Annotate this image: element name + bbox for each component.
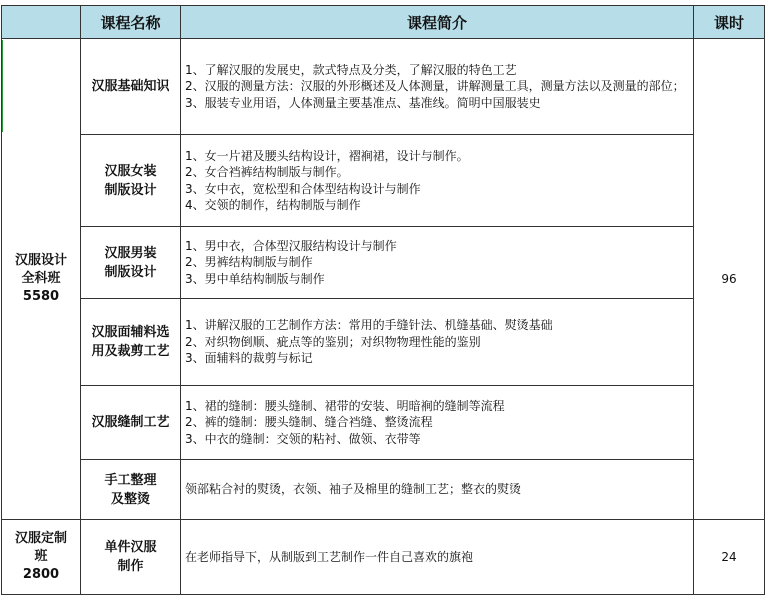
course-name-cell <box>81 386 181 460</box>
desc-line: 1、了解汉服的发展史，款式特点及分类，了解汉服的特色工艺 <box>185 62 517 77</box>
table-row <box>2 520 765 595</box>
hours-cell-custom-course: 24 <box>694 520 765 595</box>
hours-cell-full-course: 96 <box>694 39 765 520</box>
group-label-line: 2800 <box>22 567 60 582</box>
header-hours: 课时 <box>694 6 765 39</box>
group-label-line: 汉服定制 <box>14 531 67 546</box>
course-name-cell <box>81 460 181 520</box>
course-name-cell <box>81 39 181 135</box>
table-row <box>2 39 765 135</box>
group-cell-full-course <box>2 39 81 520</box>
table-row <box>2 299 765 386</box>
course-desc-cell <box>181 460 694 520</box>
desc-line: 1、讲解汉服的工艺制作方法：常用的手缝针法、机缝基础、熨烫基础 <box>185 318 553 333</box>
table-header-row <box>2 6 765 39</box>
course-name-line: 汉服基础知识 <box>91 79 170 94</box>
group-label-line: 5580 <box>22 289 60 304</box>
table-row <box>2 386 765 460</box>
group-label-line: 全科班 <box>21 271 61 286</box>
desc-line: 2、裤的缝制：腰头缝制、缝合裆缝、整烫流程 <box>185 415 433 430</box>
course-name-line: 制版设计 <box>104 182 157 198</box>
table-row <box>2 135 765 227</box>
course-name-cell <box>81 299 181 386</box>
course-desc-cell <box>181 135 694 227</box>
course-name-line: 汉服女装 <box>104 163 157 179</box>
desc-line: 2、女合裆裤结构制版与制作。 <box>185 165 349 179</box>
desc-line: 3、中衣的缝制：交领的粘衬、做领、衣带等 <box>185 431 421 446</box>
course-desc-cell <box>181 39 694 135</box>
group-label-line: 班 <box>34 549 48 564</box>
course-name-line: 及整烫 <box>110 491 150 507</box>
desc-line: 4、交领的制作，结构制版与制作 <box>185 198 361 212</box>
desc-line: 2、男裤结构制版与制作 <box>185 255 313 270</box>
course-desc-cell <box>181 299 694 386</box>
header-blank <box>2 6 81 39</box>
table-row <box>2 227 765 299</box>
course-name-cell <box>81 135 181 227</box>
course-desc-cell <box>181 520 694 595</box>
desc-line: 1、男中衣，合体型汉服结构设计与制作 <box>185 238 397 253</box>
course-name-line: 单件汉服 <box>104 540 157 555</box>
course-desc-cell <box>181 227 694 299</box>
group-cell-custom-course <box>2 520 81 595</box>
course-name-cell <box>81 520 181 595</box>
course-table <box>1 5 765 595</box>
desc-line: 3、面辅料的裁剪与标记 <box>185 351 313 366</box>
header-course-description: 课程简介 <box>181 6 694 39</box>
desc-line: 3、服装专业用语，人体测量主要基准点、基准线。简明中国服装史 <box>185 95 541 110</box>
group-label-line: 汉服设计 <box>14 253 67 268</box>
desc-line: 1、裙的缝制：腰头缝制、裙带的安装、明暗裥的缝制等流程 <box>185 398 505 413</box>
course-name-line: 汉服男装 <box>104 245 157 261</box>
course-name-line: 用及裁剪工艺 <box>91 344 170 359</box>
table-row <box>2 460 765 520</box>
course-name-line: 制作 <box>117 559 144 574</box>
course-name-line: 汉服面辅料选 <box>91 325 170 340</box>
course-name-line: 手工整理 <box>104 472 157 488</box>
course-name-cell <box>81 227 181 299</box>
desc-line: 3、女中衣，宽松型和合体型结构设计与制作 <box>185 181 421 196</box>
desc-line: 领部粘合衬的熨烫，衣领、袖子及棉里的缝制工艺；整衣的熨烫 <box>185 482 522 497</box>
course-name-line: 制版设计 <box>104 264 157 280</box>
desc-line: 3、男中单结构制版与制作 <box>185 271 325 286</box>
header-course-name: 课程名称 <box>81 6 181 39</box>
course-desc-cell <box>181 386 694 460</box>
course-name-line: 汉服缝制工艺 <box>91 415 170 430</box>
desc-line: 在老师指导下，从制版到工艺制作一件自己喜欢的旗袍 <box>185 549 474 564</box>
desc-line: 2、汉服的测量方法：汉服的外形概述及人体测量，讲解测量工具，测量方法以及测量的部位； <box>185 79 685 94</box>
desc-line: 2、对织物倒顺、疵点等的鉴别；对织物物理性能的鉴别 <box>185 334 481 349</box>
desc-line: 1、女一片裙及腰头结构设计，褶裥裙，设计与制作。 <box>185 148 469 163</box>
